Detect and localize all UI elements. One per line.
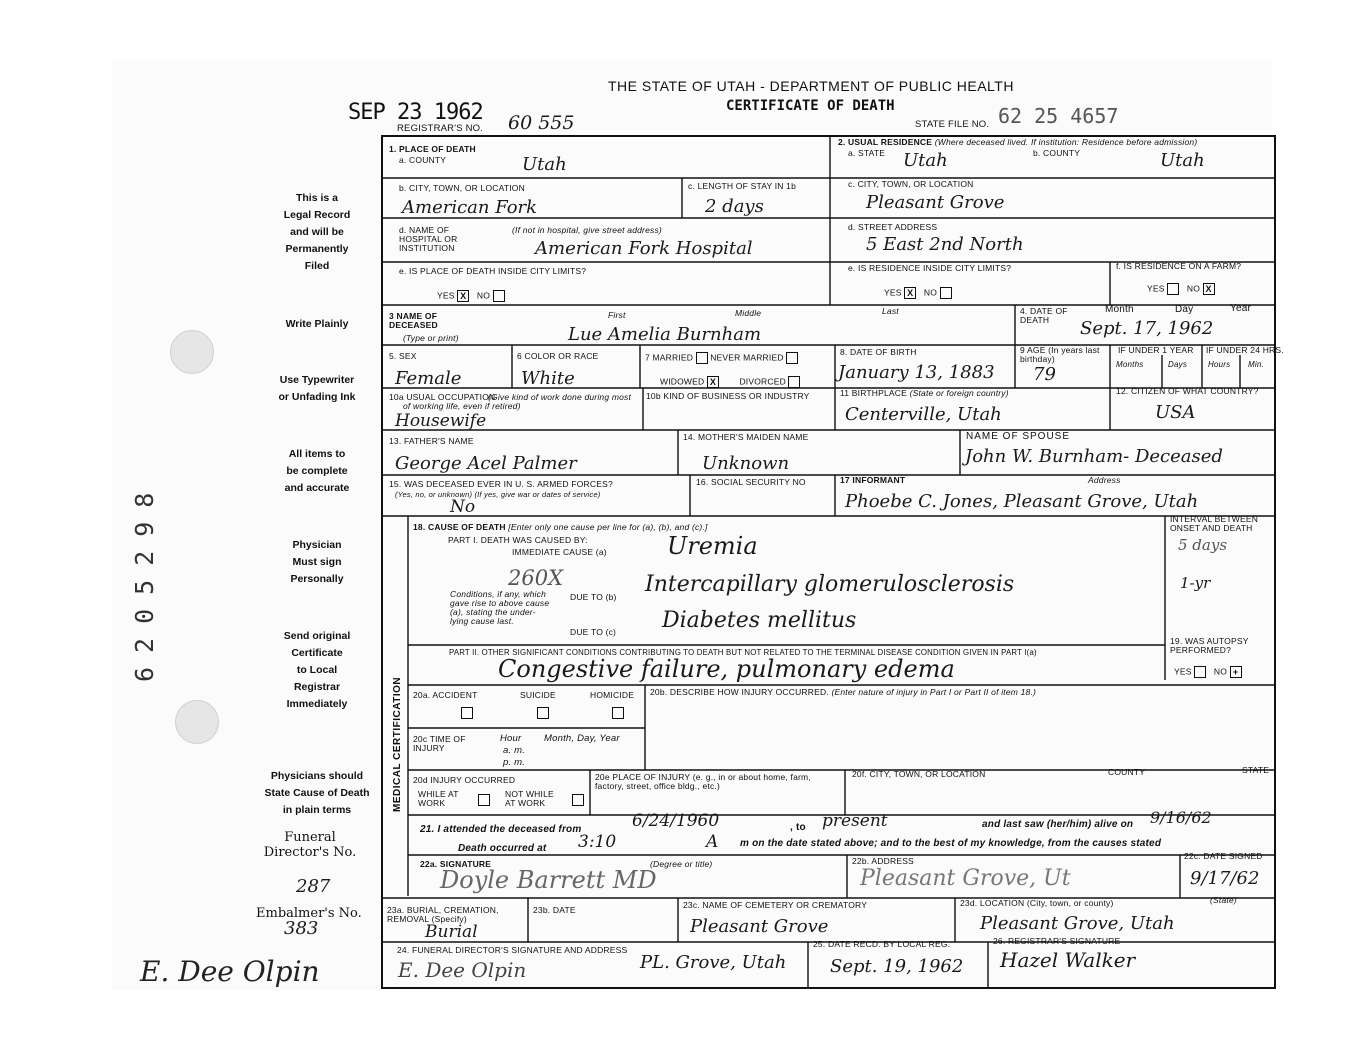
value-name: Lue Amelia Burnham: [568, 324, 762, 345]
autopsy-no-checkbox[interactable]: +: [1230, 666, 1242, 678]
registrar-label: REGISTRAR'S NO.: [397, 123, 484, 134]
label-date-stated: m on the date stated above; and to the best of my knowledge, from the causes stated: [740, 838, 1162, 849]
value-cause-b: Intercapillary glomerulosclerosis: [645, 572, 1015, 597]
label-injury-occurred: 20d INJURY OCCURRED: [413, 775, 516, 785]
label-occurred-at: Death occurred at: [458, 843, 547, 854]
farm-yes-checkbox[interactable]: [1167, 283, 1179, 295]
label-date-signed: 22c. DATE SIGNED: [1184, 851, 1263, 861]
label-burial: 23a. BURIAL, CREMATION, REMOVAL (Specify): [387, 905, 499, 924]
farm-checkboxes: YES NO X: [1147, 283, 1215, 295]
sidebar-physician: Physician Must sign Personally: [290, 539, 344, 585]
value-funeral-sig: E. Dee Olpin: [398, 958, 527, 982]
label-accident: 20a. ACCIDENT: [413, 690, 478, 700]
label-immediate: IMMEDIATE CAUSE (a): [512, 547, 607, 557]
value-location: Pleasant Grove, Utah: [980, 913, 1175, 934]
value-father: George Acel Palmer: [395, 453, 577, 474]
value-interval-a: 5 days: [1178, 536, 1228, 554]
label-inside-city-e: e. IS PLACE OF DEATH INSIDE CITY LIMITS?: [399, 266, 587, 276]
label-type-print: (Type or print): [403, 333, 459, 343]
never-married-checkbox[interactable]: [786, 352, 798, 364]
label-pm: p. m.: [503, 757, 526, 768]
label-farm-f: f. IS RESIDENCE ON A FARM?: [1116, 261, 1242, 271]
value-signed: 9/17/62: [1190, 868, 1260, 889]
value-spouse: John W. Burnham- Deceased: [965, 446, 1223, 467]
widowed-checkbox[interactable]: X: [707, 376, 719, 388]
label-citizen: 12. CITIZEN OF WHAT COUNTRY?: [1116, 386, 1259, 396]
res-inside-city-checkboxes: YES X NO: [884, 287, 952, 299]
label-res-inside-e: e. IS RESIDENCE INSIDE CITY LIMITS?: [848, 263, 1012, 273]
label-location-23d: 23d. LOCATION (City, town, or county): [960, 898, 1114, 908]
label-county-injury: COUNTY: [1108, 767, 1146, 777]
label-hospital-note: (If not in hospital, give street address): [512, 225, 662, 235]
married-checkbox[interactable]: [696, 352, 708, 364]
place-inside-city-checkboxes: YES X NO: [437, 290, 505, 302]
accident-checkbox[interactable]: [461, 707, 473, 719]
label-address-22b: 22b. ADDRESS: [852, 856, 914, 866]
label-days: Days: [1168, 360, 1188, 369]
label-injury-how: 20b. DESCRIBE HOW INJURY OCCURRED. (Enter nature of injury in Part I or Part II of item 18.): [650, 687, 1037, 697]
label-min: Min.: [1248, 360, 1264, 369]
label-signature: 22a. SIGNATURE: [420, 859, 492, 869]
label-res-city-c: c. CITY, TOWN, OR LOCATION: [848, 179, 974, 189]
value-interval-b: 1-yr: [1180, 574, 1211, 592]
value-informant: Phoebe C. Jones, Pleasant Grove, Utah: [845, 491, 1199, 512]
label-cemetery: 23c. NAME OF CEMETERY OR CREMATORY: [683, 900, 868, 910]
certificate-title: CERTIFICATE OF DEATH: [726, 98, 895, 114]
label-due-c: DUE TO (c): [570, 627, 617, 637]
state-file-label: STATE FILE NO.: [915, 119, 990, 130]
label-armed-note: (Yes, no, or unknown) (If yes, give war or dates of service): [395, 490, 601, 499]
label-day: Day: [1175, 304, 1194, 315]
marital-status: 7 MARRIED NEVER MARRIED: [645, 352, 798, 364]
suicide-checkbox[interactable]: [537, 707, 549, 719]
label-address: Address: [1088, 475, 1121, 485]
label-name-deceased: 3 NAME OF DECEASED: [389, 311, 438, 330]
label-age: 9 AGE (In years last birthday): [1020, 345, 1100, 364]
value-birthplace: Centerville, Utah: [845, 404, 1002, 425]
value-occupation: Housewife: [395, 411, 487, 431]
value-registrar: Hazel Walker: [1000, 948, 1136, 972]
state-department-title: THE STATE OF UTAH - DEPARTMENT OF PUBLIC HEALTH: [608, 78, 1014, 94]
divorced-checkbox[interactable]: [788, 376, 800, 388]
marital-status-2: WIDOWED X DIVORCED: [660, 376, 800, 388]
label-dob: 8. DATE OF BIRTH: [840, 347, 917, 357]
label-degree: (Degree or title): [650, 859, 713, 869]
funeral-director-number: 287: [296, 876, 331, 897]
vertical-file-number: 6205298: [130, 478, 159, 682]
label-hour: Hour: [500, 733, 522, 744]
label-homicide: HOMICIDE: [590, 690, 635, 700]
label-funeral-dir: 24. FUNERAL DIRECTOR'S SIGNATURE AND ADDRESS: [397, 945, 628, 955]
value-res-city: Pleasant Grove: [866, 192, 1005, 213]
farm-no-checkbox[interactable]: X: [1203, 283, 1215, 295]
label-under-24: IF UNDER 24 HRS.: [1206, 345, 1284, 355]
value-funeral-addr: PL. Grove, Utah: [640, 952, 787, 973]
value-cause-a: Uremia: [667, 532, 758, 560]
label-state-a: a. STATE: [848, 148, 886, 158]
value-sex: Female: [395, 368, 462, 389]
place-no-checkbox[interactable]: [493, 290, 505, 302]
value-phys-address: Pleasant Grove, Ut: [860, 866, 1071, 891]
label-due-b: DUE TO (b): [570, 592, 617, 602]
label-hospital-d: d. NAME OF HOSPITAL OR INSTITUTION: [399, 225, 458, 253]
label-business: 10b KIND OF BUSINESS OR INDUSTRY: [646, 391, 810, 401]
while-work-checkbox[interactable]: [478, 794, 490, 806]
registrar-number: 60 555: [508, 112, 575, 134]
label-month: Month: [1105, 304, 1134, 315]
label-city-injury: 20f. CITY, TOWN, OR LOCATION: [852, 769, 986, 779]
value-race: White: [521, 368, 575, 389]
label-time-injury: 20c TIME OF INJURY: [413, 734, 466, 753]
label-months: Months: [1116, 360, 1144, 369]
value-death-date: Sept. 17, 1962: [1080, 318, 1214, 339]
label-mdy: Month, Day, Year: [544, 733, 620, 744]
label-state-paren: (State): [1210, 895, 1237, 905]
label-under-1: IF UNDER 1 YEAR: [1118, 345, 1194, 355]
medical-certification-label: MEDICAL CERTIFICATION: [392, 676, 403, 812]
homicide-checkbox[interactable]: [612, 707, 624, 719]
label-state-injury: STATE: [1242, 765, 1270, 775]
value-dob: January 13, 1883: [838, 362, 995, 383]
sidebar-complete: All items to be complete and accurate: [284, 448, 350, 494]
label-date-23b: 23b. DATE: [533, 905, 576, 915]
label-occupation: 10a USUAL OCCUPATION: [389, 392, 496, 402]
autopsy-checkboxes: YES NO +: [1174, 666, 1242, 678]
funeral-director-label: Funeral Director's No.: [263, 830, 357, 860]
value-cemetery: Pleasant Grove: [690, 916, 829, 937]
value-age: 79: [1033, 364, 1056, 385]
sidebar-send-original: Send original Certificate to Local Registrar Immediately: [283, 630, 351, 710]
value-part2: Congestive failure, pulmonary edema: [498, 655, 955, 683]
value-res-county: Utah: [1160, 150, 1205, 171]
label-last: Last: [882, 306, 899, 316]
value-county: Utah: [522, 154, 567, 175]
value-code: 260X: [508, 566, 564, 590]
value-burial: Burial: [425, 922, 478, 942]
label-color: 6 COLOR OR RACE: [517, 351, 599, 361]
value-res-state: Utah: [903, 150, 948, 171]
label-mother: 14. MOTHER'S MAIDEN NAME: [683, 432, 809, 442]
label-city-b: b. CITY, TOWN, OR LOCATION: [399, 183, 525, 193]
received-stamp: SEP 23 1962: [348, 100, 483, 125]
label-birthplace: 11 BIRTHPLACE (State or foreign country): [840, 388, 1009, 398]
sidebar-plain-terms: Physicians should State Cause of Death in plain terms: [264, 770, 370, 816]
label-autopsy: 19. WAS AUTOPSY PERFORMED?: [1170, 636, 1249, 655]
label-cause: 18. CAUSE OF DEATH [Enter only one cause per line for (a), (b), and (c).]: [413, 522, 708, 532]
value-cause-c: Diabetes mellitus: [662, 608, 857, 633]
label-place-of-death: 1. PLACE OF DEATH: [389, 144, 476, 154]
label-date-recd: 25. DATE RECD. BY LOCAL REG.: [813, 939, 951, 949]
label-attended: 21. I attended the deceased from: [420, 824, 582, 835]
label-county-b: b. COUNTY: [1033, 148, 1081, 158]
label-to: , to: [790, 822, 806, 833]
label-date-death: 4. DATE OF DEATH: [1020, 306, 1068, 325]
value-to: present: [822, 811, 888, 831]
label-last-saw: and last saw (her/him) alive on: [982, 819, 1134, 830]
label-street-d: d. STREET ADDRESS: [848, 222, 938, 232]
label-residence: 2. USUAL RESIDENCE (Where deceased lived. If institution: Residence before admission): [838, 137, 1198, 147]
label-suicide: SUICIDE: [520, 690, 556, 700]
label-first: First: [608, 310, 626, 320]
value-from: 6/24/1960: [632, 811, 720, 831]
label-year: Year: [1230, 303, 1252, 314]
value-recd: Sept. 19, 1962: [830, 956, 964, 977]
sidebar-legal-record: This is a Legal Record and will be Permanently Filed: [283, 192, 351, 272]
label-occupation-note: (Give kind of work done during most of working life, even if retired): [403, 392, 632, 411]
value-hospital: American Fork Hospital: [535, 238, 753, 259]
value-stay: 2 days: [705, 196, 764, 217]
label-interval: INTERVAL BETWEEN ONSET AND DEATH: [1170, 514, 1259, 533]
label-county-a: a. COUNTY: [399, 155, 447, 165]
autopsy-yes-checkbox[interactable]: [1194, 666, 1206, 678]
sidebar-signature: E. Dee Olpin: [140, 955, 320, 988]
label-father: 13. FATHER'S NAME: [389, 436, 474, 446]
label-armed: 15. WAS DECEASED EVER IN U. S. ARMED FORCES?: [389, 479, 613, 489]
embalmer-label: Embalmer's No.: [256, 906, 362, 921]
state-file-number: 62 25 4657: [998, 104, 1119, 128]
label-conditions: Conditions, if any, which gave rise to above cause (a), stating the under-lying cause last.: [450, 589, 550, 626]
value-time: 3:10: [578, 832, 617, 852]
value-mother: Unknown: [702, 453, 790, 474]
value-armed: No: [450, 497, 476, 517]
value-physician: Doyle Barrett MD: [440, 866, 657, 894]
value-last-seen: 9/16/62: [1150, 808, 1212, 827]
label-sex: 5. SEX: [389, 351, 417, 361]
label-part1: PART I. DEATH WAS CAUSED BY:: [448, 535, 588, 545]
label-registrar-sig: 26. REGISTRAR'S SIGNATURE: [993, 936, 1121, 946]
sidebar-write-plainly: Write Plainly: [285, 318, 349, 330]
not-while-checkbox[interactable]: [572, 794, 584, 806]
label-part2: PART II. OTHER SIGNIFICANT CONDITIONS CONTRIBUTING TO DEATH BUT NOT RELATED TO THE TERMINAL DISEASE CONDITION GIVEN IN PART I(a): [449, 648, 1037, 657]
value-street: 5 East 2nd North: [866, 234, 1024, 255]
embalmer-number: 383: [284, 918, 319, 939]
res-no-checkbox[interactable]: [940, 287, 952, 299]
label-stay-c: c. LENGTH OF STAY IN 1b: [688, 181, 797, 191]
label-ssn: 16. SOCIAL SECURITY NO: [696, 477, 806, 487]
label-hours: Hours: [1208, 360, 1231, 369]
value-citizen: USA: [1155, 402, 1196, 423]
label-informant: 17 INFORMANT: [840, 475, 906, 485]
value-city: American Fork: [402, 197, 538, 218]
label-middle: Middle: [735, 308, 762, 318]
label-while-work: WHILE AT WORK: [418, 789, 459, 808]
value-ampm: A: [706, 832, 719, 852]
label-am: a. m.: [503, 745, 526, 756]
label-spouse: NAME OF SPOUSE: [966, 431, 1071, 442]
label-not-while: NOT WHILE AT WORK: [505, 789, 554, 808]
res-yes-checkbox[interactable]: X: [904, 287, 916, 299]
label-place-injury: 20e PLACE OF INJURY (e. g., in or about home, farm, factory, street, office bldg., etc.): [595, 772, 811, 791]
sidebar-typewriter: Use Typewriter or Unfading Ink: [278, 374, 356, 403]
place-yes-checkbox[interactable]: X: [457, 290, 469, 302]
